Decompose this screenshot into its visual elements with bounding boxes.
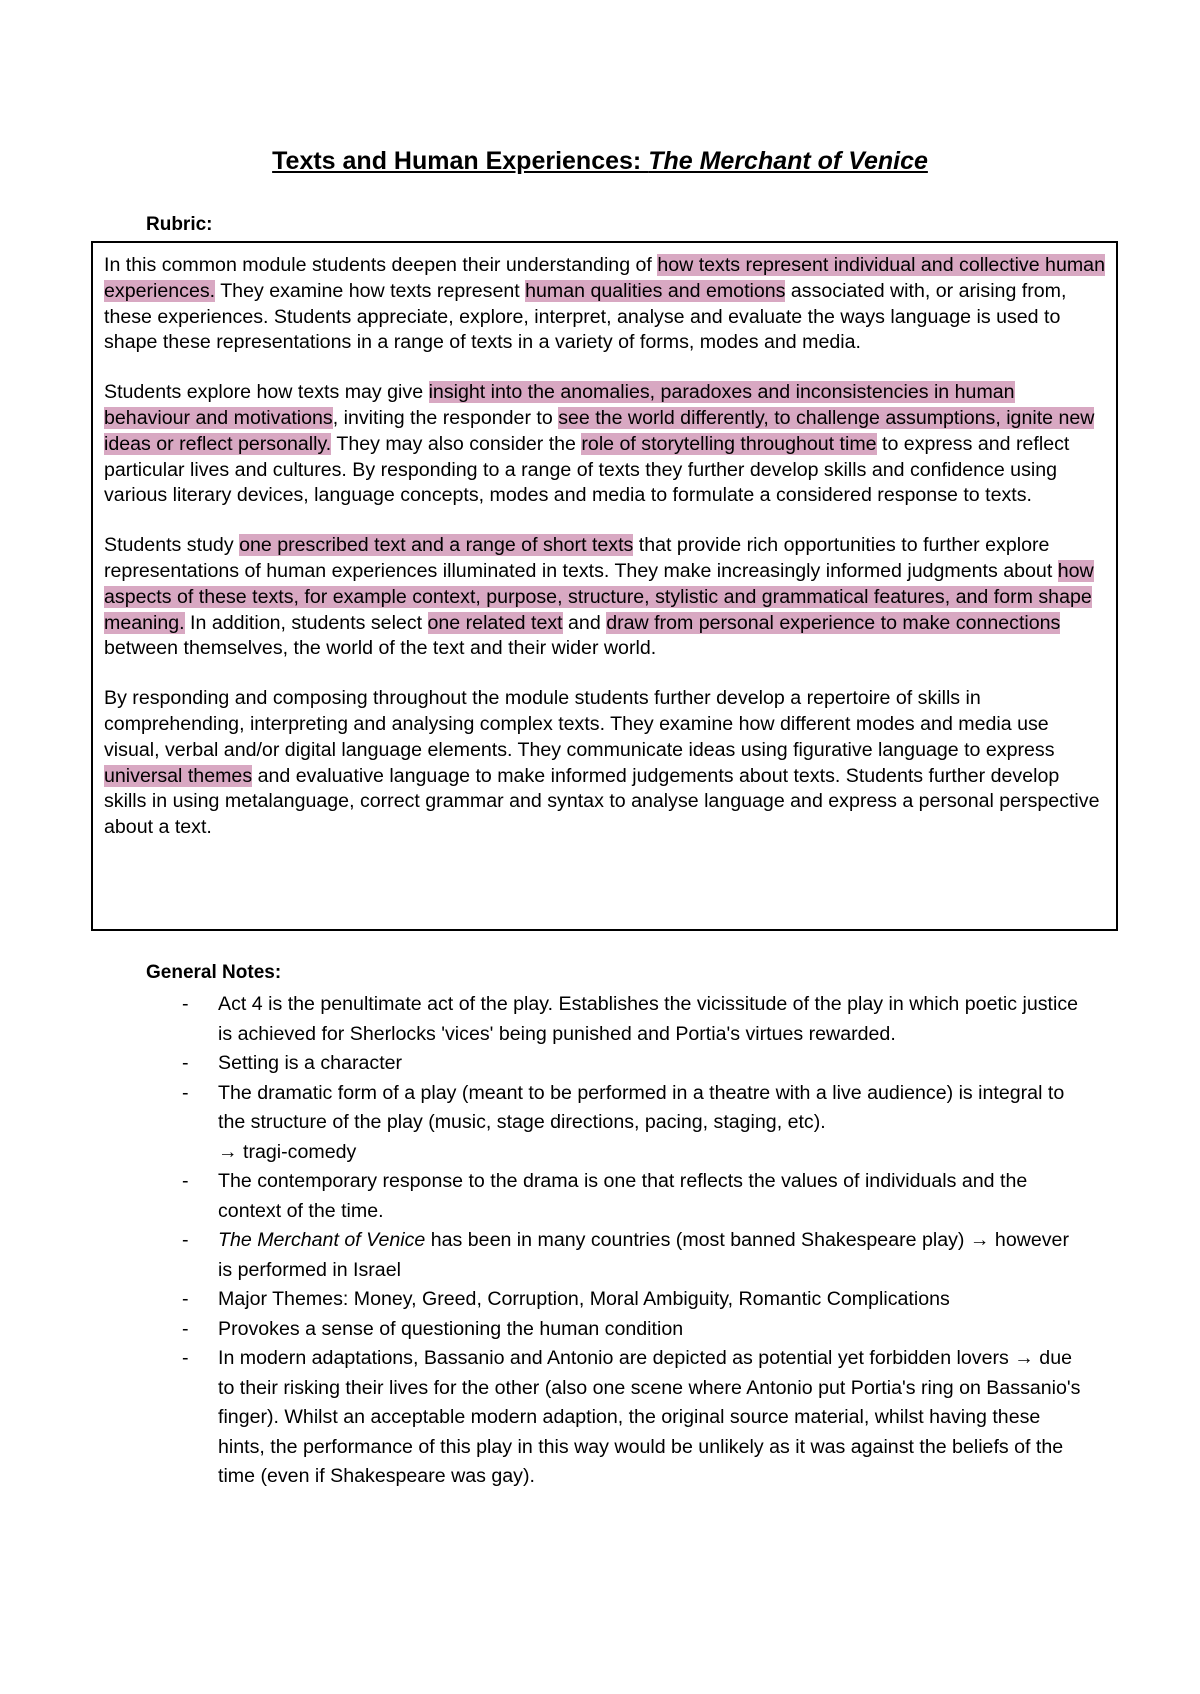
bullet-dash: - (182, 1052, 189, 1074)
title-main: Texts and Human Experiences: (272, 147, 649, 175)
highlighted-text: universal themes (104, 764, 253, 787)
rubric-text: In this common module students deepen their understanding of (104, 254, 658, 276)
bullet-dash: - (182, 1170, 189, 1192)
highlighted-text: draw from personal experience to make connections (606, 611, 1061, 634)
note-run: → tragi-comedy (218, 1140, 357, 1163)
note-run: Provokes a sense of questioning the human condition (218, 1317, 684, 1340)
note-text (218, 1226, 1082, 1285)
note-item (182, 990, 1082, 1049)
note-item (182, 1226, 1082, 1285)
note-run: In modern adaptations, Bassanio and Antonio are depicted as potential yet forbidden lovers → due to their risking their lives for the other (also one scene where Antonio put Portia's ring on Bassanio's finger). Whilst an acceptable modern adaption, the original source material, whilst having these hints, the performance of this play in this way would be unlikely as it was against the beliefs of the time (even if Shakespeare was gay). (218, 1347, 1081, 1487)
rubric-text: and evaluative language to make informed judgements about texts. Students further develop skills in using metalanguage, correct grammar and syntax to analyse language and express a personal perspective about a text. (104, 764, 1100, 839)
rubric-paragraph (104, 686, 1106, 841)
rubric-paragraph (104, 533, 1106, 662)
note-run: The dramatic form of a play (meant to be performed in a theatre with a live audience) is integral to the structure of the play (music, stage directions, pacing, staging, etc). (218, 1081, 1065, 1133)
note-run: The contemporary response to the drama is one that reflects the values of individuals and the context of the time. (218, 1170, 1028, 1222)
note-item (182, 1344, 1082, 1492)
rubric-paragraph (104, 253, 1106, 356)
note-run: Setting is a character (218, 1052, 403, 1074)
bullet-dash: - (182, 1288, 189, 1310)
note-text (218, 1285, 1082, 1315)
rubric-paragraph (104, 380, 1106, 509)
note-text (218, 990, 1082, 1049)
general-notes-list (182, 990, 1082, 1492)
note-text (218, 1049, 1082, 1079)
highlighted-text: one related text (427, 611, 563, 634)
bullet-dash: - (182, 1347, 189, 1369)
highlighted-text: how texts represent individual and collective human experiences. (104, 254, 1105, 302)
rubric-text: Students explore how texts may give (104, 381, 429, 404)
note-run: has been in many countries (most banned Shakespeare play) → however is performed in Israel (218, 1229, 1069, 1281)
rubric-text: They examine how texts represent (215, 279, 526, 302)
bullet-dash: - (182, 1229, 189, 1251)
rubric-text: and (562, 611, 607, 634)
note-item (182, 1285, 1082, 1315)
general-notes-heading: General Notes: (146, 962, 282, 983)
note-item (182, 1315, 1082, 1345)
rubric-text: They may also consider the (331, 432, 582, 455)
highlighted-text: insight into the anomalies, paradoxes and inconsistencies in human behaviour and motivations (104, 381, 1015, 429)
rubric-text: Students study (104, 534, 240, 557)
highlighted-text: see the world differently, to challenge assumptions, ignite new ideas or reflect personally. (104, 406, 1095, 455)
highlighted-text: one prescribed text and a range of short texts (239, 534, 634, 557)
note-item (182, 1079, 1082, 1168)
rubric-text: associated with, or arising from, these experiences. Students appreciate, explore, interpret, analyse and evaluate the ways language is used to shape these representations in a range of texts in a variety of forms, modes and media. (104, 279, 1067, 354)
highlighted-text: how aspects of these texts, for example context, purpose, structure, stylistic and grammatical features, and form shape meaning. (104, 559, 1094, 634)
rubric-text: between themselves, the world of the text and their wider world. (104, 637, 657, 660)
note-item (182, 1049, 1082, 1079)
document-title (0, 144, 1200, 178)
title-italic: The Merchant of Venice (648, 147, 928, 175)
bullet-dash: - (182, 993, 189, 1015)
rubric-box (91, 241, 1118, 931)
rubric-label: Rubric: (146, 214, 213, 235)
bullet-dash: - (182, 1081, 189, 1104)
rubric-text: to express and reflect particular lives and cultures. By responding to a range of texts they further develop skills and confidence using various literary devices, language concepts, modes and media to formulate a considered response to texts. (104, 432, 1070, 507)
rubric-text: that provide rich opportunities to further explore representations of human experiences illuminated in texts. They make increasingly informed judgments about (104, 534, 1058, 582)
rubric-text: In addition, students select (184, 611, 428, 634)
note-text (218, 1079, 1082, 1168)
note-text (218, 1344, 1082, 1492)
note-item (182, 1167, 1082, 1226)
rubric-text: , inviting the responder to (332, 406, 559, 429)
note-italic-text: The Merchant of Venice (218, 1229, 426, 1251)
note-text (218, 1315, 1082, 1345)
note-run: Act 4 is the penultimate act of the play. Establishes the vicissitude of the play in which poetic justice is achieved for Sherlocks 'vices' being punished and Portia's virtues rewarded. (218, 993, 1079, 1045)
bullet-dash: - (182, 1317, 189, 1340)
rubric-text: By responding and composing throughout the module students further develop a repertoire of skills in comprehending, interpreting and analysing complex texts. They examine how different modes and media use visual, verbal and/or digital language elements. They communicate ideas using figurative language to express (104, 687, 1055, 761)
note-run: Major Themes: Money, Greed, Corruption, Moral Ambiguity, Romantic Complications (218, 1288, 950, 1310)
highlighted-text: role of storytelling throughout time (581, 432, 877, 455)
highlighted-text: human qualities and emotions (525, 279, 786, 302)
note-text (218, 1167, 1082, 1226)
